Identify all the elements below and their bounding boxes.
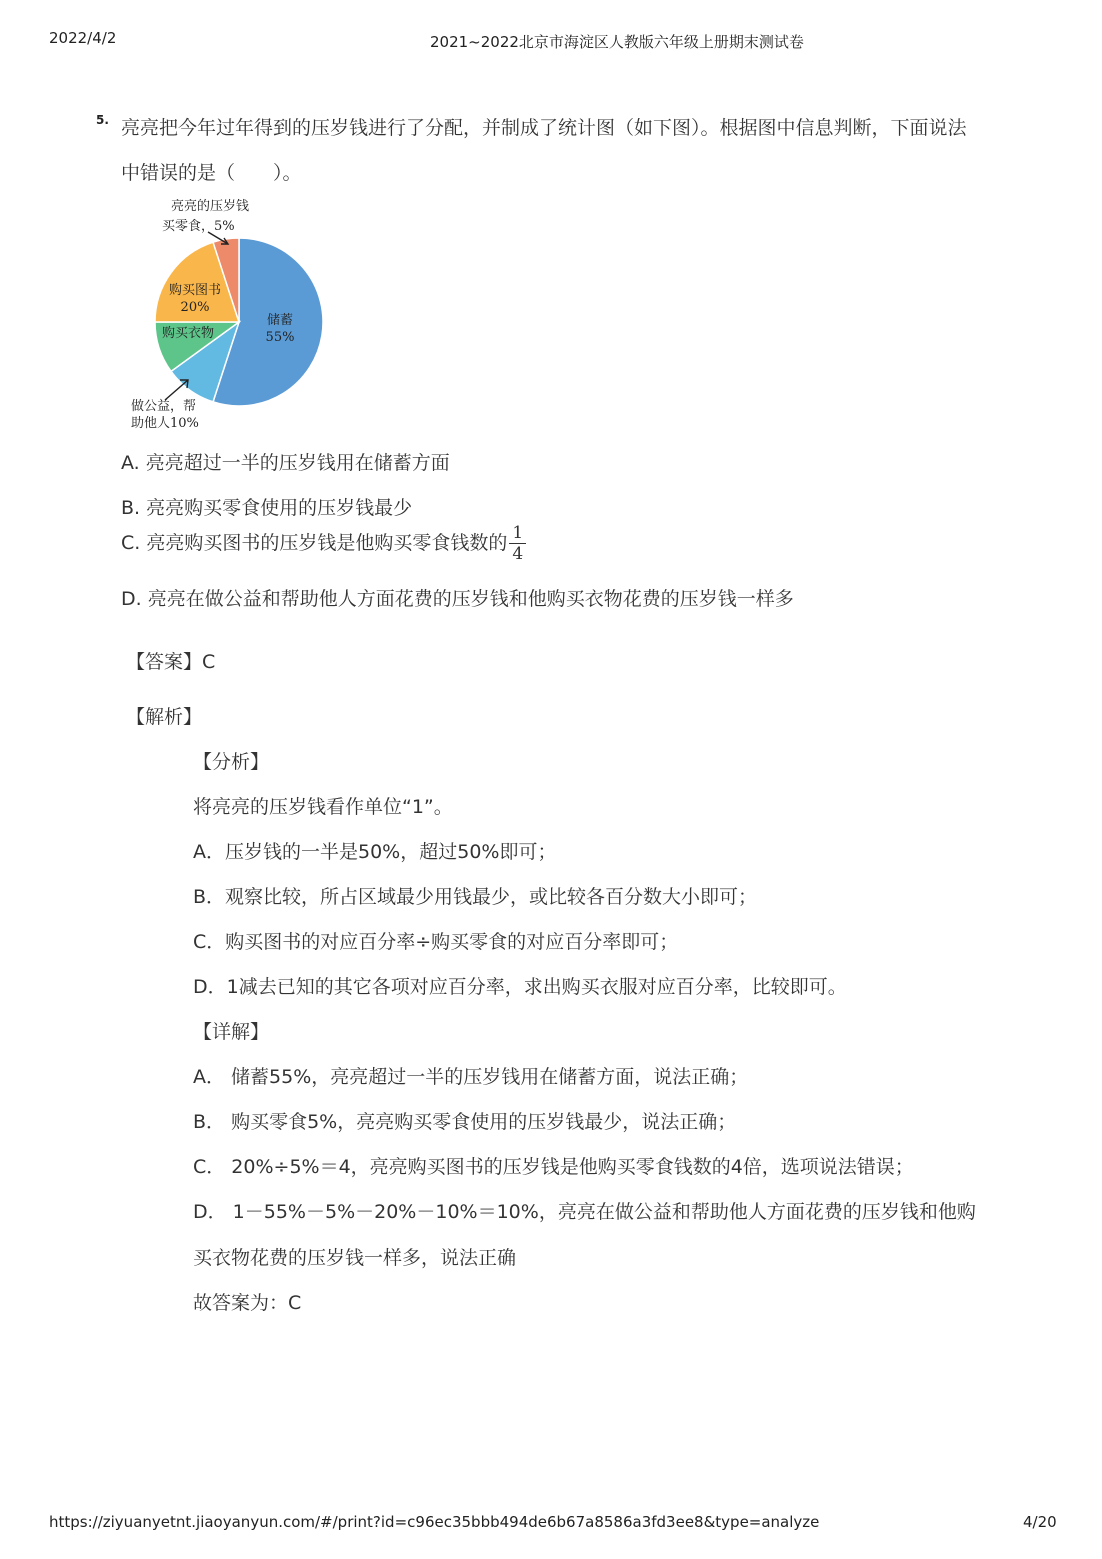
charity-label-line1: 做公益，帮	[131, 399, 197, 414]
analysis-heading: 【解析】	[126, 706, 203, 728]
analysis-line: C．购买图书的对应百分率÷购买零食的对应百分率即可；	[193, 931, 679, 953]
detail-line: 买衣物花费的压岁钱一样多，说法正确	[193, 1247, 517, 1269]
document-title: 2021~2022北京市海淀区人教版六年级上册期末测试卷	[430, 33, 804, 51]
detail-heading: 【详解】	[193, 1021, 270, 1043]
option-c-fraction	[509, 523, 526, 564]
answer-label: 【答案】C	[126, 651, 216, 673]
fraction-denominator: 4	[512, 544, 524, 564]
charity-label-line2: 助他人10%	[131, 416, 199, 431]
detail-line: D． 1－55%－5%－20%－10%＝10%，亮亮在做公益和帮助他人方面花费的压岁钱和他购	[193, 1201, 976, 1223]
pie-chart	[125, 193, 345, 438]
analysis-line: 将亮亮的压岁钱看作单位“1”。	[193, 796, 453, 818]
option-a: A. 亮亮超过一半的压岁钱用在储蓄方面	[121, 452, 450, 474]
option-c	[121, 523, 526, 564]
chart-title: 亮亮的压岁钱	[170, 199, 250, 214]
analysis-line: B．观察比较，所占区域最少用钱最少，或比较各百分数大小即可；	[193, 886, 758, 908]
books-percent: 20%	[180, 300, 210, 315]
detail-line: A． 储蓄55%，亮亮超过一半的压岁钱用在储蓄方面，说法正确；	[193, 1066, 749, 1088]
charity-arrow	[165, 380, 188, 400]
question-stem-line1: 亮亮把今年过年得到的压岁钱进行了分配，并制成了统计图（如下图）。根据图中信息判断，下面说法	[121, 117, 967, 139]
detail-line: B． 购买零食5%，亮亮购买零食使用的压岁钱最少，说法正确；	[193, 1111, 737, 1133]
savings-percent: 55%	[265, 330, 295, 345]
question-stem-line2: 中错误的是（ ）。	[121, 162, 302, 184]
question-number: 5.	[96, 113, 109, 127]
option-c-text: C. 亮亮购买图书的压岁钱是他购买零食钱数的	[121, 532, 508, 554]
detail-line: C． 20%÷5%＝4，亮亮购买图书的压岁钱是他购买零食钱数的4倍，选项说法错误；	[193, 1156, 914, 1178]
option-d: D. 亮亮在做公益和帮助他人方面花费的压岁钱和他购买衣物花费的压岁钱一样多	[121, 588, 794, 610]
fraction-numerator: 1	[509, 523, 526, 544]
analysis-line: A．压岁钱的一半是50%，超过50%即可；	[193, 841, 557, 863]
books-label: 购买图书	[168, 283, 222, 298]
print-date: 2022/4/2	[49, 29, 117, 47]
snacks-label: 买零食，5%	[162, 219, 235, 234]
option-b: B. 亮亮购买零食使用的压岁钱最少	[121, 497, 413, 519]
page-number: 4/20	[1023, 1513, 1057, 1531]
analysis-line: D．1减去已知的其它各项对应百分率，求出购买衣服对应百分率，比较即可。	[193, 976, 847, 998]
footer-url: https://ziyuanyetnt.jiaoyanyun.com/#/print?id=c96ec35bbb494de6b67a8586a3fd3ee8&type=analyze	[49, 1513, 820, 1531]
analysis-subheading: 【分析】	[193, 751, 270, 773]
clothes-label: 购买衣物	[161, 326, 215, 341]
final-answer: 故答案为：C	[193, 1292, 302, 1314]
pie-slices	[155, 238, 323, 406]
savings-label: 储蓄	[266, 313, 294, 328]
